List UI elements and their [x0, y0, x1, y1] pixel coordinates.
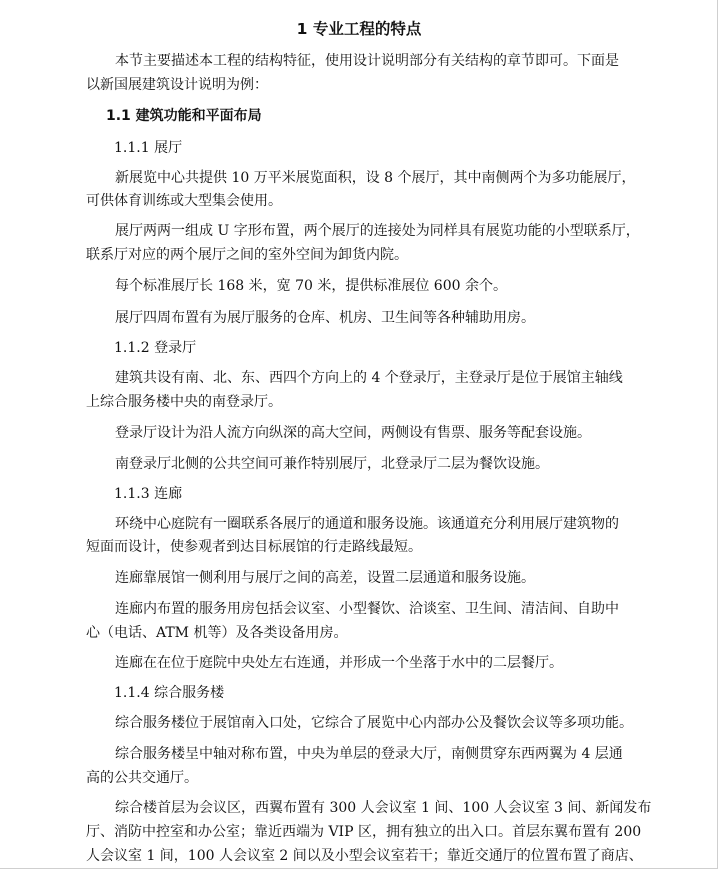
paragraph-line: 环绕中心庭院有一圈联系各展厅的通道和服务设施。该通道充分利用展厅建筑物的	[115, 516, 619, 532]
paragraph-line: 建筑共设有南、北、东、西四个方向上的 4 个登录厅，主登录厅是位于展馆主轴线	[115, 370, 623, 386]
paragraph-line: 连廊在在位于庭院中央处左右连通，并形成一个坐落于水中的二层餐厅。	[115, 655, 563, 671]
paragraph-line: 厅、消防中控室和办公室；靠近西端为 VIP 区，拥有独立的出入口。首层东翼布置有 200	[86, 824, 642, 840]
paragraph-line: 综合楼首层为会议区，西翼布置有 300 人会议室 1 间、100 人会议室 3 间、新闻发布	[115, 800, 652, 816]
paragraph-line: 连廊内布置的服务用房包括会议室、小型餐饮、洽谈室、卫生间、清洁间、自助中	[115, 601, 619, 617]
paragraph-line: 综合服务楼位于展馆南入口处，它综合了展览中心内部办公及餐饮会议等多项功能。	[115, 715, 633, 731]
paragraph-line: 登录厅设计为沿人流方向纵深的高大空间，两侧设有售票、服务等配套设施。	[115, 425, 591, 441]
subsection-heading-1-1-1: 1.1.1 展厅	[114, 140, 183, 156]
section-heading-1-1: 1.1 建筑功能和平面布局	[106, 108, 262, 124]
paragraph-line: 展厅四周布置有为展厅服务的仓库、机房、卫生间等各种辅助用房。	[115, 310, 535, 326]
paragraph-line: 连廊靠展馆一侧利用与展厅之间的高差，设置二层通道和服务设施。	[115, 570, 535, 586]
paragraph-line: 综合服务楼呈中轴对称布置，中央为单层的登录大厅，南侧贯穿东西两翼为 4 层通	[115, 746, 623, 762]
paragraph-line: 新展览中心共提供 10 万平米展览面积，设 8 个展厅，其中南侧两个为多功能展厅，	[115, 170, 636, 186]
paragraph-line: 联系厅对应的两个展厅之间的室外空间为卸货内院。	[86, 247, 408, 263]
paragraph-line: 人会议室 1 间，100 人会议室 2 间以及小型会议室若干；靠近交通厅的位置布置了商店、	[86, 848, 643, 864]
intro-line-2: 以新国展建筑设计说明为例：	[86, 77, 268, 93]
paragraph-line: 可供体育训练或大型集会使用。	[86, 193, 282, 209]
page-title: 1 专业工程的特点	[296, 20, 422, 38]
paragraph-line: 展厅两两一组成 U 字形布置，两个展厅的连接处为同样具有展览功能的小型联系厅，	[115, 223, 640, 239]
paragraph-line: 每个标准展厅长 168 米，宽 70 米，提供标准展位 600 余个。	[115, 278, 507, 294]
paragraph-line: 上综合服务楼中央的南登录厅。	[86, 394, 282, 410]
intro-line-1: 本节主要描述本工程的结构特征，使用设计说明部分有关结构的章节即可。下面是	[115, 53, 619, 69]
paragraph-line: 短面而设计，使参观者到达目标展馆的行走路线最短。	[86, 539, 422, 555]
subsection-heading-1-1-3: 1.1.3 连廊	[114, 486, 183, 502]
subsection-heading-1-1-2: 1.1.2 登录厅	[114, 340, 197, 356]
paragraph-line: 高的公共交通厅。	[86, 770, 198, 786]
subsection-heading-1-1-4: 1.1.4 综合服务楼	[114, 685, 225, 701]
paragraph-line: 心（电话、ATM 机等）及各类设备用房。	[86, 625, 348, 641]
paragraph-line: 南登录厅北侧的公共空间可兼作特别展厅，北登录厅二层为餐饮设施。	[115, 456, 549, 472]
